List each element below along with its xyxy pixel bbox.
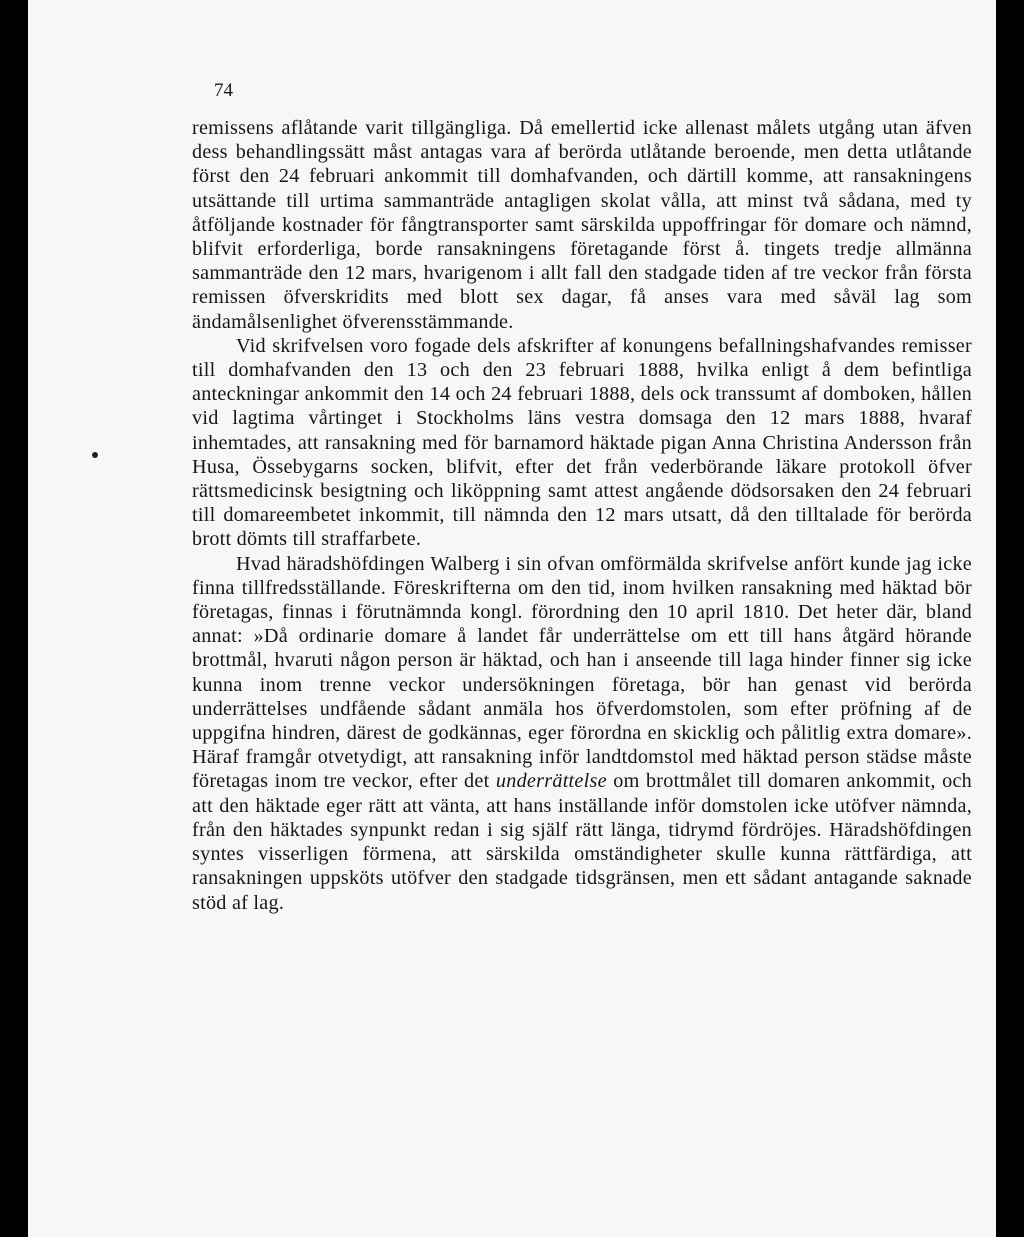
paragraph [192, 116, 972, 334]
margin-dot [92, 452, 98, 458]
paragraph [192, 334, 972, 552]
document-page [28, 0, 996, 1237]
paragraph [192, 552, 972, 915]
italic-text: underrättelse [495, 770, 607, 793]
body-text [192, 116, 972, 915]
text-segment: remissens aflåtande varit tillgängliga. Då emellertid icke allenast målets utgång utan äfven dess behandlingssätt måst antagas vara af berörda utlåtande beroende, men detta utlåtande först den 24 februari ankommit till domhafvanden, och därtill komme, att ransakningens utsättande till urtima sammanträde antagligen skolat vålla, att minst två sådana, med ty åtföljande kostnader för fångtransporter samt särskilda uppoffringar för domare och nämnd, blifvit erforderliga, borde ransakningens företagande först å. tingets tredje allmänna sammanträde den 12 mars, hvarigenom i allt fall den stadgade tiden af tre veckor från första remissen öfverskridits med blott sex dagar, få anses vara med såväl lag som ändamålsenlighet öfverensstämmande. [192, 117, 972, 333]
page-number: 74 [214, 80, 233, 101]
text-segment: Vid skrifvelsen voro fogade dels afskrifter af konungens befallningshafvandes remisser till domhafvanden den 13 och den 23 februari 1888, hvilka enligt å dem befintliga anteckningar ankommit den 14 och 24 februari 1888, dels ock transsumt af domboken, hållen vid lagtima vårtinget i Stockholms läns vestra domsaga den 12 mars 1888, hvaraf inhemtades, att ransakning med för barnamord häktade pigan Anna Christina Andersson från Husa, Össebygarns socken, blifvit, efter det från vederbörande läkare protokoll öfver rättsmedicinsk besigtning och liköppning samt attest angående dödsorsaken den 24 februari till domareembetet inkommit, till nämnda den 12 mars utsatt, då den tilltalade för berörda brott dömts till straffarbete. [192, 334, 972, 551]
text-segment: om brottmålet till domaren ankommit, och att den häktade eger rätt att vänta, att hans inställande inför domstolen icke utöfver nämnda, från den häktades synpunkt redan i sig själf rätt länga, tidrymd fördröjes. Häradshöfdingen syntes visserligen förmena, att särskilda omständigheter skulle kunna rättfärdiga, att ransakningen uppsköts utöfver den stadgade tidsgränsen, men ett sådant antagande saknade stöd af lag. [192, 770, 972, 914]
text-segment: Hvad häradshöfdingen Walberg i sin ofvan omförmälda skrifvelse anfört kunde jag icke finna tillfredsställande. Föreskrifterna om den tid, inom hvilken ransakning med häktad bör företagas, finnas i förutnämnda kongl. förordning den 10 april 1810. Det heter där, bland annat: »Då ordinarie domare å landet får underrättelse om ett till hans åtgärd hörande brottmål, hvaruti någon person är häktad, och han i anseende till laga hinder finner sig icke kunna inom trenne veckor undersökningen företaga, bör han genast vid berörda underrättelses undfående sådant anmäla hos öfverdomstolen, som efter pröfning af de uppgifna hindren, därest de godkännas, eger förordna en skicklig och pålitlig extra domare». Häraf framgår otvetydigt, att ransakning inför landtdomstol med häktad person städse måste företagas inom tre veckor, efter det [192, 552, 972, 793]
